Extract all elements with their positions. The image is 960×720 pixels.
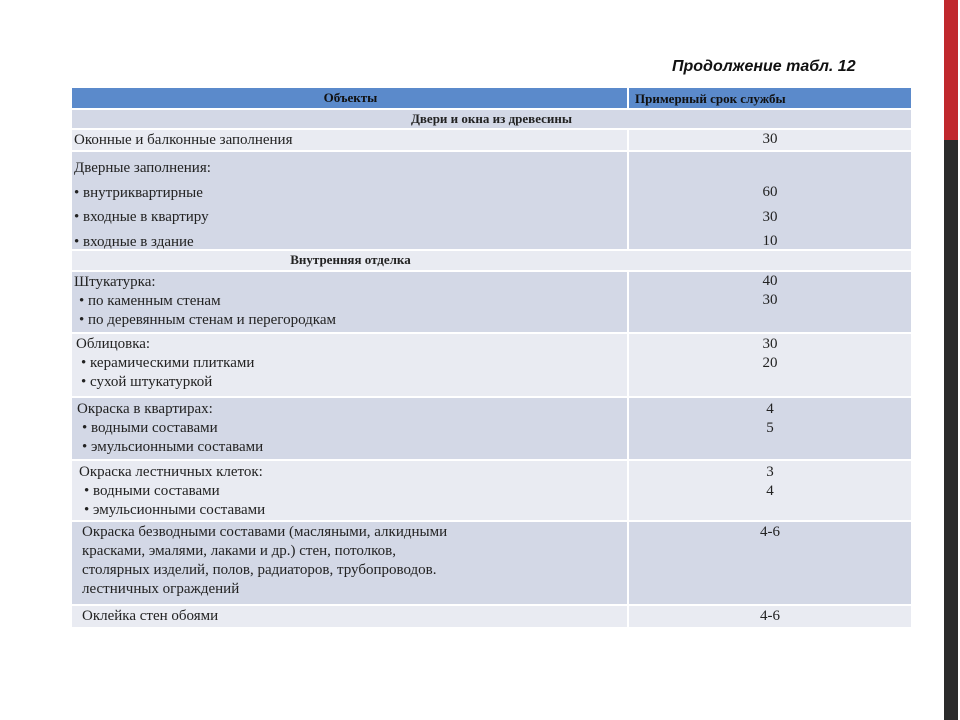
side-accent-red xyxy=(944,0,958,140)
header-objects: Объекты xyxy=(72,88,629,108)
section-doors-windows: Двери и окна из древесины xyxy=(72,110,911,130)
table-row: Дверные заполнения: • внутриквартирные • входные в квартиру • входные в здание 60 30 10 xyxy=(72,152,911,251)
table-row: Оконные и балконные заполнения 30 xyxy=(72,130,911,152)
service-life-table xyxy=(72,88,911,627)
table-row: Окраска лестничных клеток: • водными составами • эмульсионными составами 3 4 xyxy=(72,461,911,522)
table-row: Оклейка стен обоями 4-6 xyxy=(72,606,911,627)
header-service-life: Примерный срок службы xyxy=(635,91,786,106)
section-interior-finish: Внутренняя отделка xyxy=(72,251,911,272)
table-row: Окраска безводными составами (масляными, алкидными красками, эмалями, лаками и др.) стен, потолков, столярных изделий, полов, радиаторов, трубопроводов. лестничных ограждений 4-6 xyxy=(72,522,911,606)
table-row: Облицовка: • керамическими плитками • сухой штукатуркой 30 20 xyxy=(72,334,911,398)
table-header-row xyxy=(72,88,911,110)
table-caption: Продолжение табл. 12 xyxy=(672,58,856,75)
table-row: Окраска в квартирах: • водными составами • эмульсионными составами 4 5 xyxy=(72,398,911,461)
table-row: Штукатурка: • по каменным стенам • по деревянным стенам и перегородкам 40 30 xyxy=(72,272,911,334)
